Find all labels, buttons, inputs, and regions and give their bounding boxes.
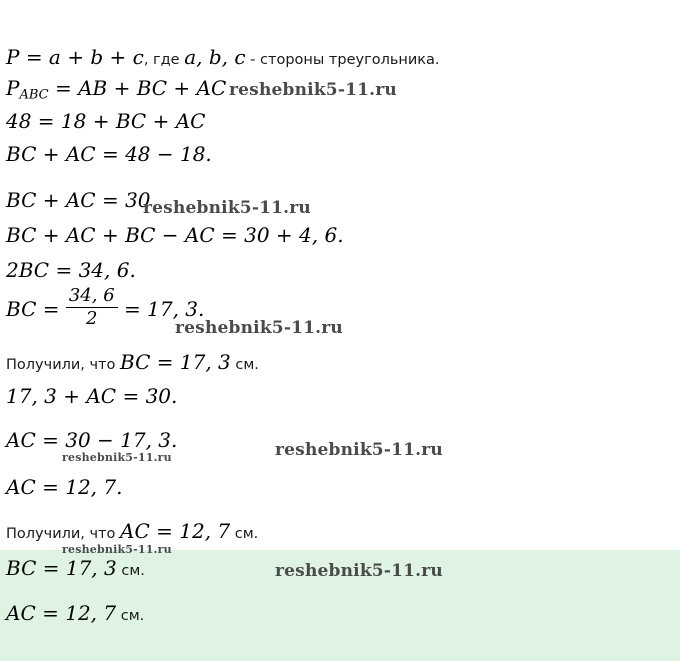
watermark: reshebnik5-11.ru — [143, 198, 311, 218]
fraction — [66, 287, 118, 328]
answer-bc-value: BC = 17, 3 — [6, 556, 117, 580]
watermark: reshebnik5-11.ru — [229, 80, 397, 100]
equation-2bc: 2BC = 34, 6. — [6, 258, 136, 282]
equation-bc-ac-30: BC + AC = 30 — [6, 188, 151, 212]
fraction-numerator: 34, 6 — [68, 285, 115, 306]
watermark: reshebnik5-11.ru — [62, 543, 172, 556]
answer-bc — [6, 558, 145, 579]
result-ac-value: AC = 12, 7 — [120, 519, 231, 543]
result-ac-text — [6, 521, 258, 542]
watermark: reshebnik5-11.ru — [275, 561, 443, 581]
formula-pabc-p: P — [6, 76, 20, 100]
watermark: reshebnik5-11.ru — [275, 440, 443, 460]
answer-ac — [6, 603, 144, 624]
result-ac-prefix: Получили, что — [6, 526, 121, 542]
formula-perimeter-vars: a, b, c — [184, 45, 246, 69]
fraction-denominator: 2 — [86, 308, 98, 329]
watermark: reshebnik5-11.ru — [175, 318, 343, 338]
answer-ac-unit: см. — [116, 608, 145, 624]
answer-ac-value: AC = 12, 7 — [6, 601, 117, 625]
equation-bc-lhs: BC = — [6, 297, 60, 321]
equation-ac-diff: AC = 30 − 17, 3. — [6, 428, 178, 452]
result-bc-unit: см. — [230, 357, 259, 373]
equation-bc-ac-diff: BC + AC = 48 − 18. — [6, 142, 212, 166]
formula-pabc — [6, 78, 226, 102]
result-bc-prefix: Получили, что — [6, 357, 121, 373]
answer-bc-unit: см. — [116, 563, 145, 579]
equation-ac-setup: 17, 3 + AC = 30. — [6, 384, 178, 408]
formula-perimeter-lhs: P = a + b + c — [6, 45, 144, 69]
formula-pabc-subscript: ABC — [19, 87, 49, 103]
watermark: reshebnik5-11.ru — [62, 451, 172, 464]
formula-perimeter — [6, 47, 440, 68]
result-ac-unit: см. — [230, 526, 259, 542]
equation-sum-diff: BC + AC + BC − AC = 30 + 4, 6. — [6, 223, 344, 247]
equation-ac-result: AC = 12, 7. — [6, 475, 123, 499]
formula-perimeter-where: , где — [143, 52, 185, 68]
formula-pabc-rest: = AB + BC + AC — [48, 76, 227, 100]
result-bc-value: BC = 17, 3 — [120, 350, 231, 374]
formula-perimeter-tail: - стороны треугольника. — [245, 52, 440, 68]
equation-48: 48 = 18 + BC + AC — [6, 109, 206, 133]
result-bc-text — [6, 352, 259, 373]
equation-bc-rhs: = 17, 3. — [124, 297, 205, 321]
